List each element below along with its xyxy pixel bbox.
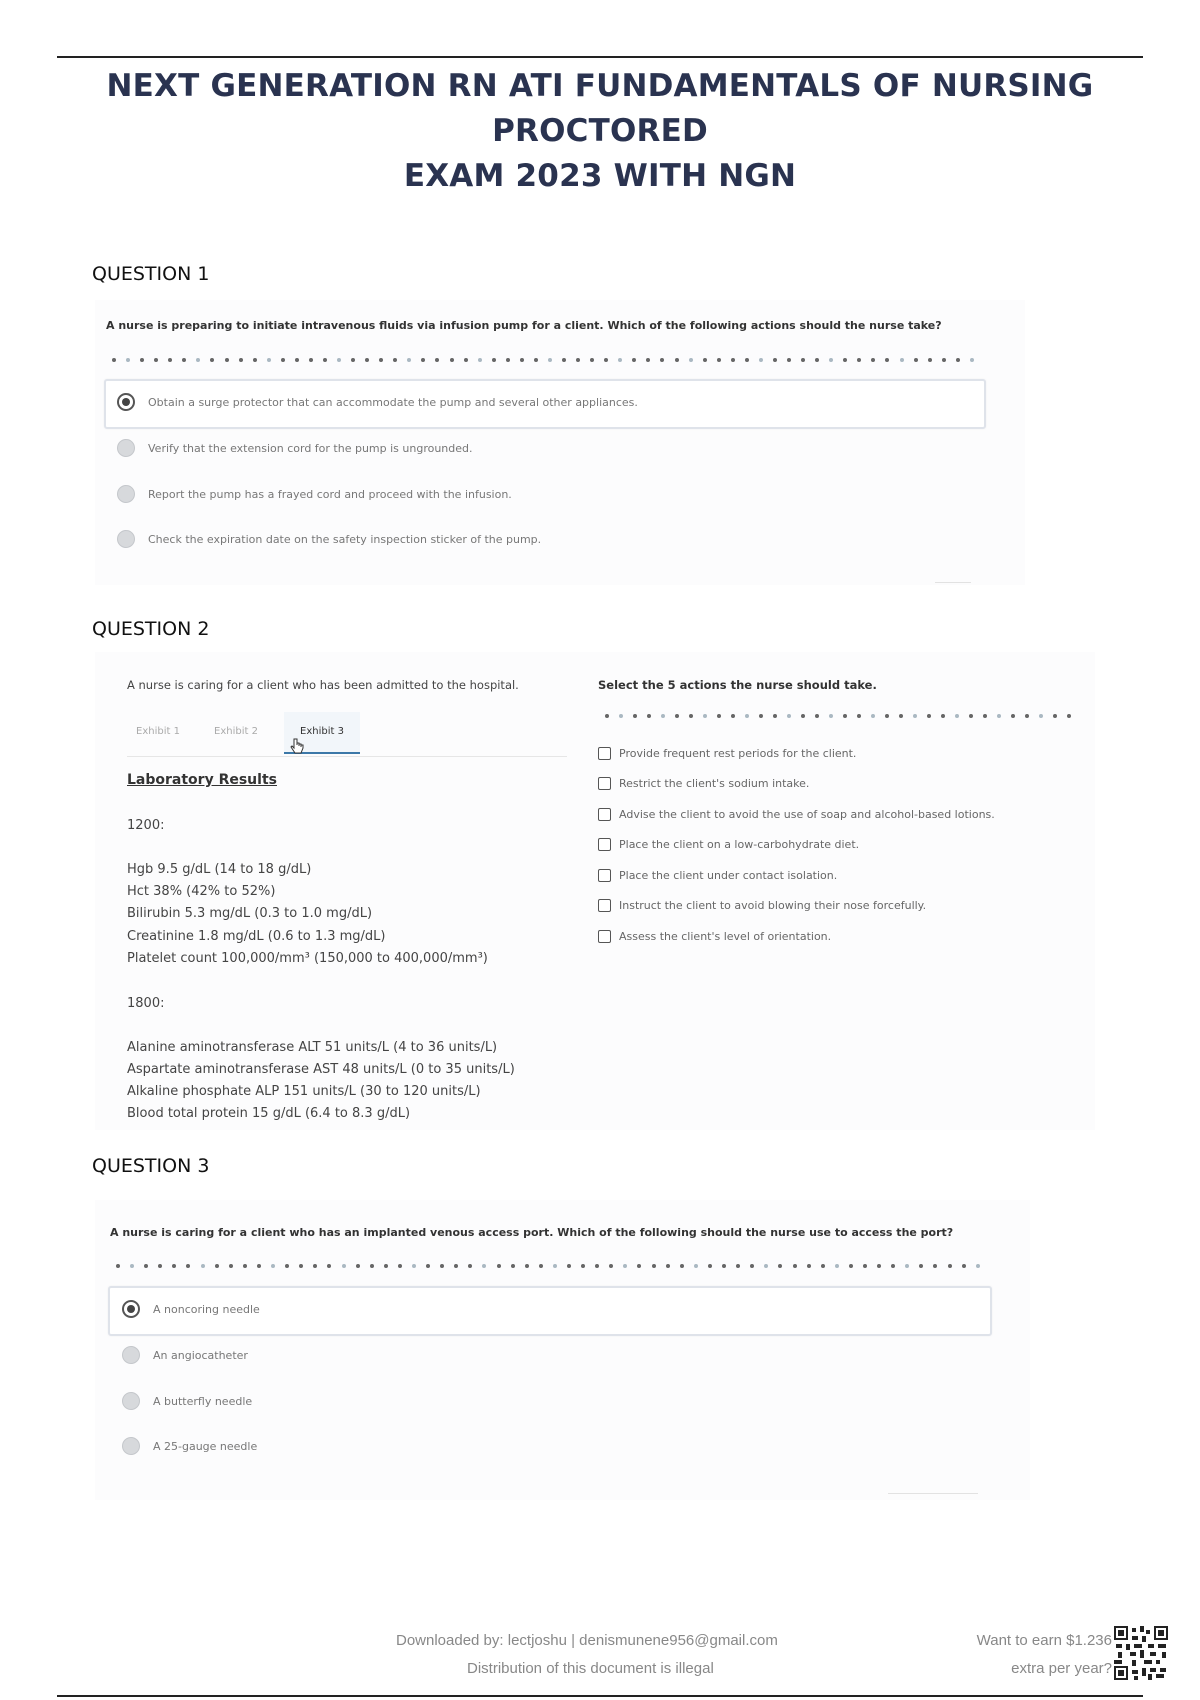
radio-icon[interactable]	[122, 1392, 140, 1410]
divider-dot	[829, 714, 833, 718]
divider-dot	[801, 358, 805, 362]
divider-dot	[843, 358, 847, 362]
divider-dot	[914, 358, 918, 362]
divider-dot	[370, 1264, 374, 1268]
divider-dot	[267, 358, 271, 362]
divider-dot	[327, 1264, 331, 1268]
option-label: Verify that the extension cord for the pump is ungrounded.	[148, 441, 473, 455]
divider-dot	[689, 714, 693, 718]
exhibit-tabs	[127, 712, 567, 757]
divider-dot	[689, 358, 693, 362]
action-label: Advise the client to avoid the use of soap and alcohol-based lotions.	[619, 808, 995, 821]
divider-dot	[666, 1264, 670, 1268]
divider-dot	[773, 358, 777, 362]
divider-dot	[351, 358, 355, 362]
divider-dot	[379, 358, 383, 362]
divider-dot	[454, 1264, 458, 1268]
divider-dot	[849, 1264, 853, 1268]
divider-dot	[464, 358, 468, 362]
divider-dot	[647, 714, 651, 718]
divider-dot	[562, 358, 566, 362]
question-1-option[interactable]	[117, 530, 541, 548]
divider-dot	[229, 1264, 233, 1268]
divider-dot	[609, 1264, 613, 1268]
divider-dot	[736, 1264, 740, 1268]
option-label: An angiocatheter	[153, 1348, 248, 1362]
lab-value: Alkaline phosphate ALP 151 units/L (30 to 120 units/L)	[127, 1084, 481, 1099]
action-label: Instruct the client to avoid blowing their nose forcefully.	[619, 899, 927, 912]
question-3-option[interactable]	[122, 1392, 252, 1410]
divider-dot	[815, 358, 819, 362]
divider-dot	[1011, 714, 1015, 718]
lab-value: Alanine aminotransferase ALT 51 units/L (4 to 36 units/L)	[127, 1040, 498, 1055]
divider-dot	[885, 358, 889, 362]
divider-dot	[1025, 714, 1029, 718]
divider-dot	[764, 1264, 768, 1268]
divider-dot	[201, 1264, 205, 1268]
divider-dot	[511, 1264, 515, 1268]
divider-dot	[619, 714, 623, 718]
divider-dot	[215, 1264, 219, 1268]
checkbox-icon[interactable]	[598, 838, 611, 851]
checkbox-icon[interactable]	[598, 930, 611, 943]
action-label: Restrict the client's sodium intake.	[619, 777, 810, 790]
action-option[interactable]	[598, 899, 926, 912]
divider-dot	[632, 358, 636, 362]
footer-distribution-notice: Distribution of this document is illegal	[467, 1660, 714, 1677]
lab-time-1800: 1800:	[127, 996, 165, 1011]
action-option[interactable]	[598, 869, 837, 882]
divider-dot	[928, 358, 932, 362]
lab-value: Hgb 9.5 g/dL (14 to 18 g/dL)	[127, 862, 312, 877]
question-3-heading: QUESTION 3	[92, 1155, 210, 1177]
question-1-divider	[112, 358, 974, 364]
question-2-heading: QUESTION 2	[92, 618, 210, 640]
footer-promo-line-2: extra per year?	[1011, 1660, 1112, 1677]
divider-dot	[927, 714, 931, 718]
divider-dot	[843, 714, 847, 718]
lab-value: Creatinine 1.8 mg/dL (0.6 to 1.3 mg/dL)	[127, 929, 386, 944]
divider-dot	[285, 1264, 289, 1268]
divider-dot	[172, 1264, 176, 1268]
divider-dot	[309, 358, 313, 362]
divider-dot	[637, 1264, 641, 1268]
divider-dot	[745, 358, 749, 362]
divider-dot	[450, 358, 454, 362]
option-label: Check the expiration date on the safety inspection sticker of the pump.	[148, 532, 542, 546]
question-1-option[interactable]	[117, 439, 473, 457]
divider-dot	[835, 1264, 839, 1268]
checkbox-icon[interactable]	[598, 777, 611, 790]
divider-dot	[877, 1264, 881, 1268]
lab-value: Bilirubin 5.3 mg/dL (0.3 to 1.0 mg/dL)	[127, 906, 373, 921]
divider-dot	[919, 1264, 923, 1268]
divider-dot	[778, 1264, 782, 1268]
lab-value: Aspartate aminotransferase AST 48 units/L (0 to 35 units/L)	[127, 1062, 515, 1077]
action-label: Provide frequent rest periods for the client.	[619, 747, 857, 760]
divider-dot	[955, 714, 959, 718]
divider-dot	[435, 358, 439, 362]
option-label: Report the pump has a frayed cord and proceed with the infusion.	[148, 487, 512, 501]
checkbox-icon[interactable]	[598, 747, 611, 760]
divider-dot	[675, 714, 679, 718]
divider-dot	[225, 358, 229, 362]
divider-dot	[567, 1264, 571, 1268]
divider-dot	[976, 1264, 980, 1268]
divider-dot	[815, 714, 819, 718]
divider-dot	[1053, 714, 1057, 718]
lab-time-1200: 1200:	[127, 818, 165, 833]
divider-dot	[407, 358, 411, 362]
divider-dot	[271, 1264, 275, 1268]
divider-dot	[506, 358, 510, 362]
divider-dot	[731, 714, 735, 718]
divider-dot	[440, 1264, 444, 1268]
divider-dot	[144, 1264, 148, 1268]
divider-dot	[722, 1264, 726, 1268]
divider-dot	[168, 358, 172, 362]
divider-dot	[913, 714, 917, 718]
divider-dot	[116, 1264, 120, 1268]
divider-dot	[158, 1264, 162, 1268]
divider-dot	[983, 714, 987, 718]
divider-dot	[969, 714, 973, 718]
radio-selected-icon[interactable]	[122, 1300, 140, 1318]
divider-dot	[468, 1264, 472, 1268]
lab-value: Platelet count 100,000/mm³ (150,000 to 400,000/mm³)	[127, 951, 488, 966]
lab-value: Hct 38% (42% to 52%)	[127, 884, 276, 899]
action-label: Place the client under contact isolation.	[619, 869, 838, 882]
divider-dot	[130, 1264, 134, 1268]
divider-dot	[694, 1264, 698, 1268]
divider-dot	[717, 358, 721, 362]
question-1-bottom-line	[935, 582, 971, 583]
divider-dot	[900, 358, 904, 362]
divider-dot	[787, 714, 791, 718]
divider-dot	[942, 358, 946, 362]
option-label: Obtain a surge protector that can accommodate the pump and several other appliances.	[148, 395, 638, 409]
footer-promo-line-1: Want to earn $1.236	[976, 1632, 1112, 1649]
lab-results-title: Laboratory Results	[127, 772, 277, 788]
divider-dot	[539, 1264, 543, 1268]
divider-dot	[787, 358, 791, 362]
divider-dot	[703, 358, 707, 362]
divider-dot	[581, 1264, 585, 1268]
divider-dot	[210, 358, 214, 362]
divider-dot	[863, 1264, 867, 1268]
divider-dot	[618, 358, 622, 362]
divider-dot	[717, 714, 721, 718]
divider-dot	[426, 1264, 430, 1268]
divider-dot	[933, 1264, 937, 1268]
divider-dot	[857, 358, 861, 362]
checkbox-icon[interactable]	[598, 869, 611, 882]
qr-code-icon[interactable]	[1114, 1626, 1168, 1680]
divider-dot	[997, 714, 1001, 718]
title-line-1: NEXT GENERATION RN ATI FUNDAMENTALS OF NURSING PROCTORED	[106, 68, 1094, 149]
question-2-intro: A nurse is caring for a client who has been admitted to the hospital.	[127, 678, 519, 692]
divider-dot	[962, 1264, 966, 1268]
question-3-option[interactable]	[122, 1300, 260, 1318]
divider-dot	[478, 358, 482, 362]
divider-dot	[708, 1264, 712, 1268]
option-label: A noncoring needle	[153, 1302, 260, 1316]
hand-cursor-icon	[290, 738, 304, 756]
divider-dot	[356, 1264, 360, 1268]
divider-dot	[646, 358, 650, 362]
divider-dot	[182, 358, 186, 362]
radio-selected-icon[interactable]	[117, 393, 135, 411]
question-1-heading: QUESTION 1	[92, 263, 210, 285]
divider-dot	[525, 1264, 529, 1268]
divider-dot	[829, 358, 833, 362]
divider-dot	[239, 358, 243, 362]
divider-dot	[759, 714, 763, 718]
divider-dot	[857, 714, 861, 718]
action-option[interactable]	[598, 930, 831, 943]
divider-dot	[421, 358, 425, 362]
bottom-rule	[57, 1695, 1143, 1697]
divider-dot	[553, 1264, 557, 1268]
divider-dot	[112, 358, 116, 362]
divider-dot	[623, 1264, 627, 1268]
divider-dot	[1067, 714, 1071, 718]
divider-dot	[337, 358, 341, 362]
divider-dot	[186, 1264, 190, 1268]
divider-dot	[126, 358, 130, 362]
divider-dot	[154, 358, 158, 362]
question-2-divider	[605, 714, 1071, 720]
divider-dot	[941, 714, 945, 718]
title-line-2: EXAM 2023 WITH NGN	[403, 158, 797, 194]
divider-dot	[365, 358, 369, 362]
divider-dot	[801, 714, 805, 718]
divider-dot	[492, 358, 496, 362]
divider-dot	[633, 714, 637, 718]
divider-dot	[604, 358, 608, 362]
option-label: A 25-gauge needle	[153, 1439, 258, 1453]
action-option[interactable]	[598, 808, 995, 821]
tab-exhibit-2[interactable]: Exhibit 2	[214, 726, 258, 737]
divider-dot	[342, 1264, 346, 1268]
divider-dot	[323, 358, 327, 362]
divider-dot	[703, 714, 707, 718]
divider-dot	[295, 358, 299, 362]
divider-dot	[590, 358, 594, 362]
divider-dot	[660, 358, 664, 362]
divider-dot	[196, 358, 200, 362]
divider-dot	[520, 358, 524, 362]
action-label: Place the client on a low-carbohydrate diet.	[619, 838, 860, 851]
divider-dot	[899, 714, 903, 718]
divider-dot	[750, 1264, 754, 1268]
radio-icon[interactable]	[122, 1346, 140, 1364]
question-1-option[interactable]	[117, 393, 638, 411]
checkbox-icon[interactable]	[598, 808, 611, 821]
divider-dot	[398, 1264, 402, 1268]
divider-dot	[412, 1264, 416, 1268]
divider-dot	[1039, 714, 1043, 718]
divider-dot	[871, 714, 875, 718]
divider-dot	[956, 358, 960, 362]
divider-dot	[253, 358, 257, 362]
footer-downloaded-by: Downloaded by: lectjoshu | denismunene956@gmail.com	[396, 1632, 778, 1649]
divider-dot	[905, 1264, 909, 1268]
radio-icon[interactable]	[117, 439, 135, 457]
divider-dot	[534, 358, 538, 362]
divider-dot	[576, 358, 580, 362]
divider-dot	[257, 1264, 261, 1268]
document-title	[40, 64, 1160, 199]
divider-dot	[393, 358, 397, 362]
question-1-stem: A nurse is preparing to initiate intravenous fluids via infusion pump for a client. Which of the following actions should the nurse take?	[106, 319, 942, 332]
divider-dot	[948, 1264, 952, 1268]
divider-dot	[243, 1264, 247, 1268]
action-label: Assess the client's level of orientation.	[619, 930, 832, 943]
divider-dot	[745, 714, 749, 718]
question-2-select-stem: Select the 5 actions the nurse should take.	[598, 678, 877, 692]
divider-dot	[661, 714, 665, 718]
divider-dot	[140, 358, 144, 362]
divider-dot	[605, 714, 609, 718]
divider-dot	[281, 358, 285, 362]
divider-dot	[885, 714, 889, 718]
divider-dot	[384, 1264, 388, 1268]
radio-icon[interactable]	[117, 485, 135, 503]
divider-dot	[595, 1264, 599, 1268]
divider-dot	[759, 358, 763, 362]
divider-dot	[497, 1264, 501, 1268]
top-rule	[57, 56, 1143, 58]
divider-dot	[548, 358, 552, 362]
action-option[interactable]	[598, 777, 809, 790]
option-label: A butterfly needle	[153, 1394, 253, 1408]
divider-dot	[773, 714, 777, 718]
question-3-option[interactable]	[122, 1346, 248, 1364]
divider-dot	[299, 1264, 303, 1268]
divider-dot	[970, 358, 974, 362]
question-3-bottom-line	[888, 1493, 978, 1494]
divider-dot	[675, 358, 679, 362]
divider-dot	[313, 1264, 317, 1268]
question-3-divider	[116, 1264, 980, 1270]
radio-icon[interactable]	[117, 530, 135, 548]
question-3-stem: A nurse is caring for a client who has an implanted venous access port. Which of the following should the nurse use to access the port?	[110, 1226, 954, 1239]
divider-dot	[807, 1264, 811, 1268]
divider-dot	[680, 1264, 684, 1268]
action-option[interactable]	[598, 747, 856, 760]
question-3-option[interactable]	[122, 1437, 257, 1455]
divider-dot	[891, 1264, 895, 1268]
divider-dot	[731, 358, 735, 362]
divider-dot	[652, 1264, 656, 1268]
checkbox-icon[interactable]	[598, 899, 611, 912]
lab-value: Blood total protein 15 g/dL (6.4 to 8.3 g/dL)	[127, 1106, 411, 1121]
tab-exhibit-3[interactable]: Exhibit 3	[284, 712, 360, 754]
divider-dot	[793, 1264, 797, 1268]
divider-dot	[821, 1264, 825, 1268]
question-1-option[interactable]	[117, 485, 512, 503]
tab-exhibit-1[interactable]: Exhibit 1	[136, 726, 180, 737]
action-option[interactable]	[598, 838, 859, 851]
radio-icon[interactable]	[122, 1437, 140, 1455]
divider-dot	[871, 358, 875, 362]
divider-dot	[482, 1264, 486, 1268]
